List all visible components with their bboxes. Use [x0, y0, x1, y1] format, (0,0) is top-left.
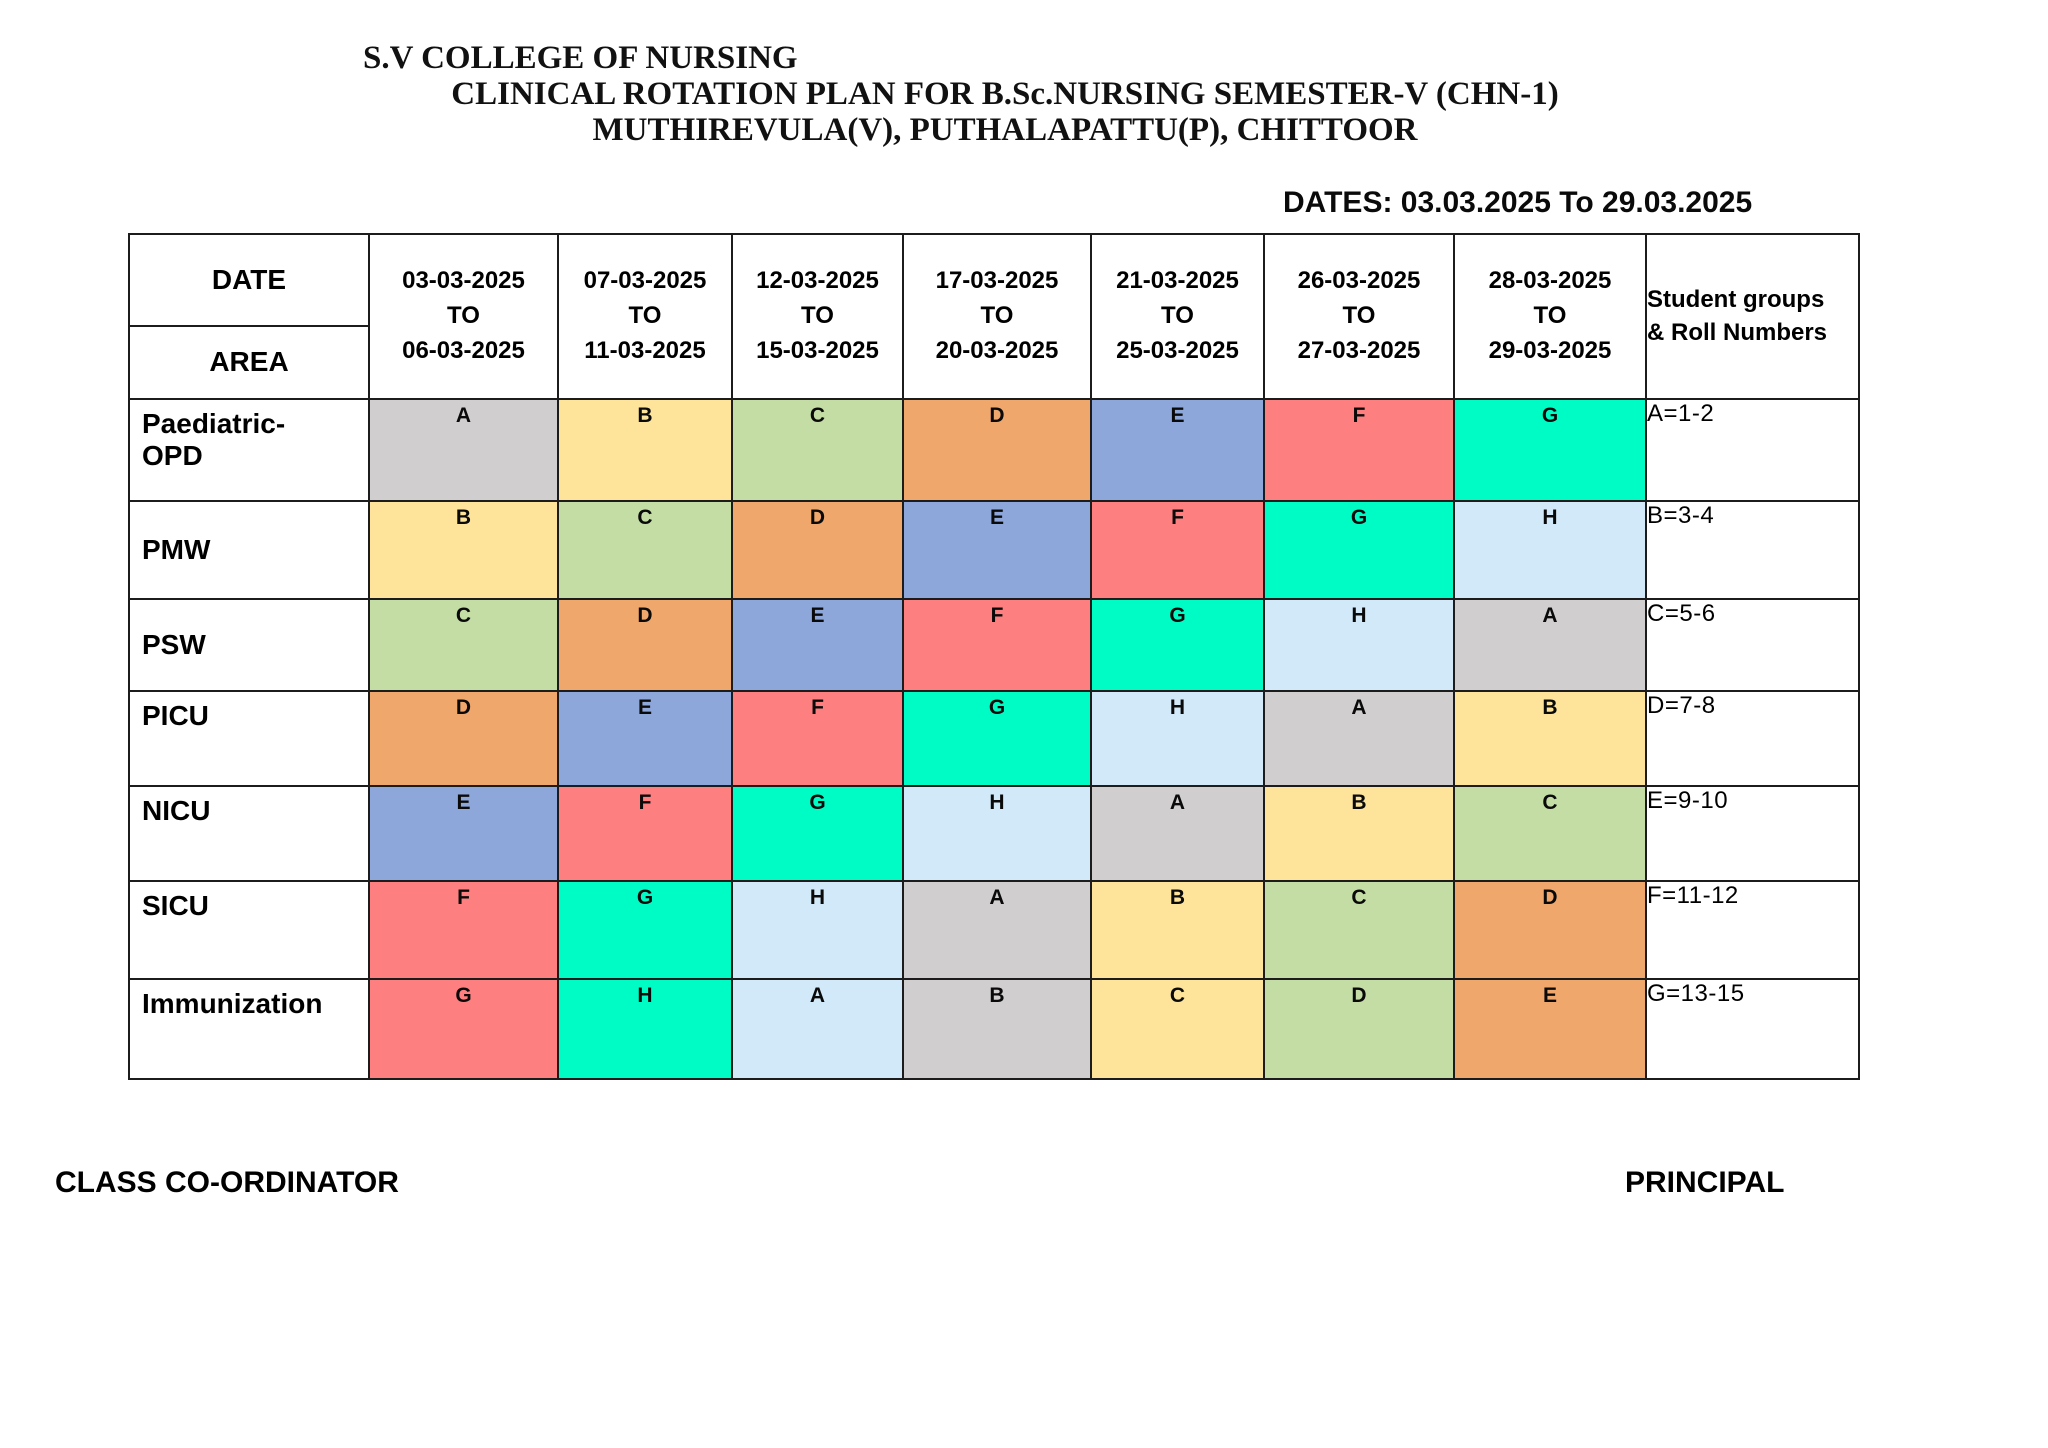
rotation-cell	[1264, 881, 1454, 979]
rotation-cell	[732, 786, 903, 881]
rotation-cell	[558, 881, 732, 979]
date-column-header-6: 26-03-2025 TO 27-03-2025	[1264, 234, 1454, 399]
principal-label: PRINCIPAL	[1625, 1166, 1785, 1199]
group-letter: A	[1542, 604, 1558, 627]
group-letter: H	[989, 791, 1005, 814]
group-letter: F	[1352, 404, 1366, 427]
date-column-header-2: 07-03-2025 TO 11-03-2025	[558, 234, 732, 399]
group-letter: H	[1169, 696, 1186, 719]
rotation-cell	[732, 399, 903, 501]
area-label-cell	[129, 691, 369, 786]
group-letter: E	[456, 791, 471, 814]
group-roll-numbers: A=1-2	[1646, 399, 1859, 501]
date-column-header-5: 21-03-2025 TO 25-03-2025	[1091, 234, 1264, 399]
rotation-cell	[1091, 599, 1264, 691]
group-letter: G	[988, 696, 1006, 719]
group-letter: C	[637, 506, 653, 529]
rotation-cell	[369, 399, 558, 501]
group-letter: B	[1351, 791, 1367, 814]
rotation-cell	[732, 691, 903, 786]
group-letter: D	[637, 604, 653, 627]
area-label: PMW	[142, 533, 211, 565]
rotation-cell	[1264, 786, 1454, 881]
rotation-cell	[1454, 599, 1646, 691]
rotation-cell	[903, 599, 1091, 691]
rotation-cell	[732, 599, 903, 691]
group-letter: G	[455, 984, 472, 1007]
rotation-cell	[558, 399, 732, 501]
group-letter: E	[1542, 984, 1557, 1007]
group-letter: D	[989, 404, 1005, 427]
group-letter: D	[1542, 886, 1558, 909]
group-roll-numbers: B=3-4	[1646, 501, 1859, 599]
group-roll-numbers: C=5-6	[1646, 599, 1859, 691]
rotation-cell	[558, 979, 732, 1079]
group-letter: B	[1542, 696, 1558, 719]
group-roll-numbers: F=11-12	[1646, 881, 1859, 979]
rotation-cell	[369, 501, 558, 599]
group-letter: A	[989, 886, 1005, 909]
area-row	[129, 501, 1859, 599]
rotation-cell	[903, 501, 1091, 599]
area-row	[129, 881, 1859, 979]
location-line: MUTHIREVULA(V), PUTHALAPATTU(P), CHITTOOR	[592, 112, 1418, 148]
group-letter: G	[1541, 404, 1559, 427]
rotation-cell	[1264, 979, 1454, 1079]
group-letter: F	[457, 886, 470, 909]
rotation-cell	[558, 501, 732, 599]
group-letter: H	[637, 984, 653, 1007]
rotation-cell	[732, 501, 903, 599]
college-name: S.V COLLEGE OF NURSING	[363, 40, 798, 76]
area-label: PICU	[142, 700, 209, 731]
rotation-cell	[1454, 786, 1646, 881]
area-label-cell	[129, 881, 369, 979]
rotation-cell	[558, 691, 732, 786]
group-letter: H	[1542, 506, 1558, 529]
rotation-cell	[903, 881, 1091, 979]
rotation-table	[128, 233, 1860, 1080]
rotation-cell	[903, 786, 1091, 881]
area-label-cell	[129, 599, 369, 691]
date-column-header-4: 17-03-2025 TO 20-03-2025	[903, 234, 1091, 399]
area-label-cell	[129, 399, 369, 501]
group-letter: G	[1350, 506, 1368, 529]
group-letter: B	[637, 404, 653, 427]
area-label-cell	[129, 501, 369, 599]
date-range-label: DATES: 03.03.2025 To 29.03.2025	[1283, 186, 1753, 219]
rotation-cell	[903, 691, 1091, 786]
rotation-cell	[1264, 501, 1454, 599]
rotation-cell	[369, 691, 558, 786]
area-label: SICU	[142, 890, 209, 921]
group-letter: D	[809, 506, 826, 529]
group-roll-numbers: G=13-15	[1646, 979, 1859, 1079]
group-letter: E	[637, 696, 652, 719]
rotation-cell	[1454, 881, 1646, 979]
group-letter: A	[455, 404, 472, 427]
group-letter: C	[809, 404, 826, 427]
corner-date-label: DATE	[130, 235, 368, 327]
group-letter: D	[455, 696, 472, 719]
rotation-cell	[1454, 399, 1646, 501]
rotation-cell	[1091, 399, 1264, 501]
rotation-cell	[1454, 501, 1646, 599]
rotation-cell	[1454, 691, 1646, 786]
group-letter: C	[1542, 791, 1558, 814]
group-letter: A	[1351, 696, 1367, 719]
group-letter: C	[1169, 984, 1186, 1007]
rotation-cell	[732, 881, 903, 979]
group-roll-numbers: D=7-8	[1646, 691, 1859, 786]
date-column-header-3: 12-03-2025 TO 15-03-2025	[732, 234, 903, 399]
corner-area-label: AREA	[209, 345, 289, 377]
rotation-cell	[1091, 691, 1264, 786]
group-letter: F	[811, 696, 824, 719]
group-letter: G	[636, 886, 654, 909]
rotation-cell	[903, 399, 1091, 501]
groups-header-line2: & Roll Numbers	[1647, 318, 1828, 346]
group-letter: C	[1351, 886, 1367, 909]
area-label-cell	[129, 786, 369, 881]
group-letter: G	[809, 791, 826, 814]
area-row	[129, 979, 1859, 1079]
group-letter: C	[455, 604, 472, 627]
rotation-cell	[558, 786, 732, 881]
group-roll-numbers: E=9-10	[1646, 786, 1859, 881]
group-letter: E	[1170, 404, 1185, 427]
group-letter: B	[989, 984, 1005, 1007]
rotation-cell	[1091, 979, 1264, 1079]
area-label: PSW	[142, 628, 206, 660]
rotation-cell	[1264, 599, 1454, 691]
rotation-cell	[1264, 399, 1454, 501]
group-letter: E	[989, 506, 1004, 529]
rotation-cell	[1454, 979, 1646, 1079]
groups-header-line1: Student groups	[1647, 286, 1825, 314]
rotation-cell	[1091, 881, 1264, 979]
rotation-cell	[1264, 691, 1454, 786]
rotation-cell	[369, 979, 558, 1079]
group-letter: D	[1351, 984, 1367, 1007]
area-row	[129, 599, 1859, 691]
group-letter: G	[1169, 604, 1186, 627]
area-label: Paediatric-OPD	[142, 408, 286, 472]
group-letter: H	[809, 886, 826, 909]
rotation-cell	[369, 786, 558, 881]
date-column-header-7: 28-03-2025 TO 29-03-2025	[1454, 234, 1646, 399]
group-letter: H	[1351, 604, 1367, 627]
plan-title: CLINICAL ROTATION PLAN FOR B.Sc.NURSING SEMESTER-V (CHN-1)	[451, 76, 1559, 112]
group-letter: F	[990, 604, 1004, 627]
rotation-cell	[732, 979, 903, 1079]
area-label-cell	[129, 979, 369, 1079]
rotation-cell	[369, 881, 558, 979]
area-row	[129, 399, 1859, 501]
rotation-cell	[903, 979, 1091, 1079]
area-row	[129, 786, 1859, 881]
area-label: NICU	[142, 795, 211, 826]
rotation-cell	[558, 599, 732, 691]
group-letter: B	[1169, 886, 1186, 909]
corner-cell	[129, 234, 369, 399]
group-letter: A	[1169, 791, 1186, 814]
group-letter: A	[809, 984, 826, 1007]
area-label: Immunization	[142, 988, 323, 1019]
area-row	[129, 691, 1859, 786]
group-letter: F	[638, 791, 652, 814]
rotation-cell	[369, 599, 558, 691]
group-letter: F	[1171, 506, 1184, 529]
rotation-cell	[1091, 501, 1264, 599]
class-coordinator-label: CLASS CO-ORDINATOR	[55, 1166, 399, 1199]
group-letter: E	[810, 604, 825, 627]
group-letter: B	[455, 506, 472, 529]
table-header-row	[129, 234, 1859, 399]
date-column-header-1: 03-03-2025 TO 06-03-2025	[369, 234, 558, 399]
groups-header-cell	[1646, 234, 1859, 399]
rotation-cell	[1091, 786, 1264, 881]
